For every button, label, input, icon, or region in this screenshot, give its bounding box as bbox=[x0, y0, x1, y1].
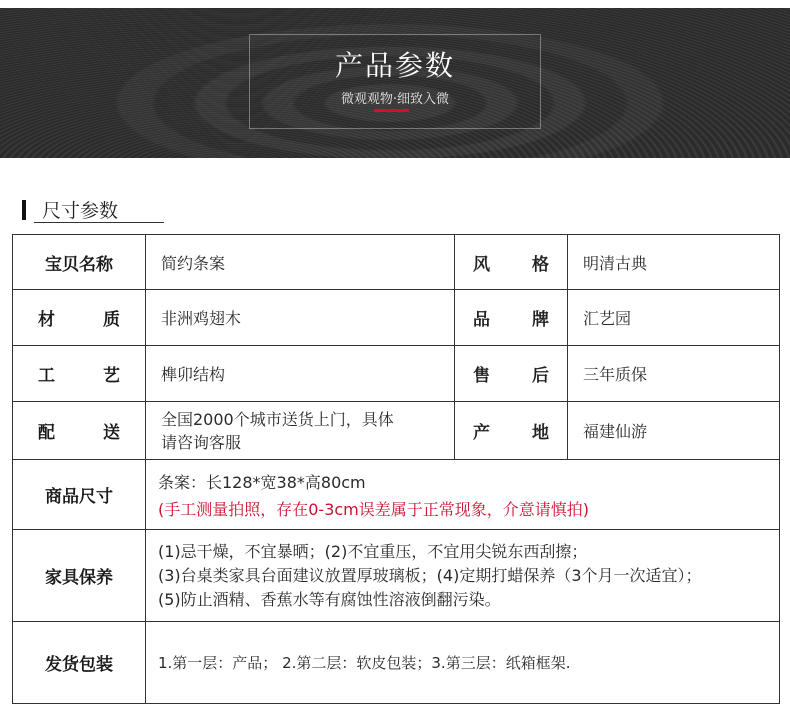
table-row-shipping bbox=[13, 622, 780, 704]
row-value-2: 汇艺园 bbox=[568, 290, 780, 346]
row-value bbox=[161, 408, 454, 454]
care-label: 家具保养 bbox=[13, 530, 146, 622]
row-value: 简约条案 bbox=[146, 235, 455, 290]
shipping-label: 发货包装 bbox=[13, 622, 146, 704]
spec-table bbox=[12, 234, 780, 704]
row-value: 非洲鸡翅木 bbox=[146, 290, 455, 346]
row-label: 工艺 bbox=[38, 366, 120, 386]
table-row bbox=[13, 402, 780, 460]
section-title: 尺寸参数 bbox=[42, 200, 119, 222]
row-value-2: 福建仙游 bbox=[568, 402, 780, 460]
banner-subtitle: 微观观物·细致入微 bbox=[340, 92, 450, 107]
size-note: (手工测量拍照，存在0-3cm误差属于正常现象，介意请慎拍) bbox=[158, 499, 590, 519]
table-row-size bbox=[13, 460, 780, 530]
shipping-value: 1.第一层：产品； 2.第二层：软皮包装；3.第三层：纸箱框架. bbox=[146, 622, 780, 704]
row-label-2: 品牌 bbox=[473, 310, 549, 330]
table-row bbox=[13, 346, 780, 402]
row-value: 榫卯结构 bbox=[146, 346, 455, 402]
section-underline bbox=[34, 222, 164, 223]
care-line: (3)台桌类家具台面建议放置厚玻璃板；(4)定期打蜡保养（3个月一次适宜）； bbox=[158, 565, 702, 585]
table-row bbox=[13, 235, 780, 290]
banner-accent-line bbox=[374, 109, 409, 112]
row-value-2: 三年质保 bbox=[568, 346, 780, 402]
row-label-2: 产地 bbox=[473, 423, 549, 443]
row-label-2: 售后 bbox=[473, 366, 549, 386]
row-value-line: 全国2000个城市送货上门，具体 bbox=[161, 409, 394, 429]
size-value: 条案：长128*宽38*高80cm bbox=[158, 472, 366, 492]
care-line: (1)忌干燥，不宜暴晒；(2)不宜重压，不宜用尖锐东西刮擦； bbox=[158, 541, 588, 561]
table-row bbox=[13, 290, 780, 346]
banner bbox=[0, 8, 790, 158]
size-label: 商品尺寸 bbox=[13, 460, 146, 530]
row-label: 配送 bbox=[38, 423, 120, 443]
banner-title: 产品参数 bbox=[334, 49, 455, 82]
row-label: 材质 bbox=[38, 310, 120, 330]
section-marker bbox=[22, 200, 26, 220]
row-value-line: 请咨询客服 bbox=[161, 432, 242, 452]
care-line: (5)防止酒精、香蕉水等有腐蚀性溶液倒翻污染。 bbox=[158, 589, 501, 609]
row-label-2: 风格 bbox=[473, 254, 549, 275]
row-value-2: 明清古典 bbox=[568, 235, 780, 290]
row-label: 宝贝名称 bbox=[13, 235, 146, 290]
table-row-care bbox=[13, 530, 780, 622]
